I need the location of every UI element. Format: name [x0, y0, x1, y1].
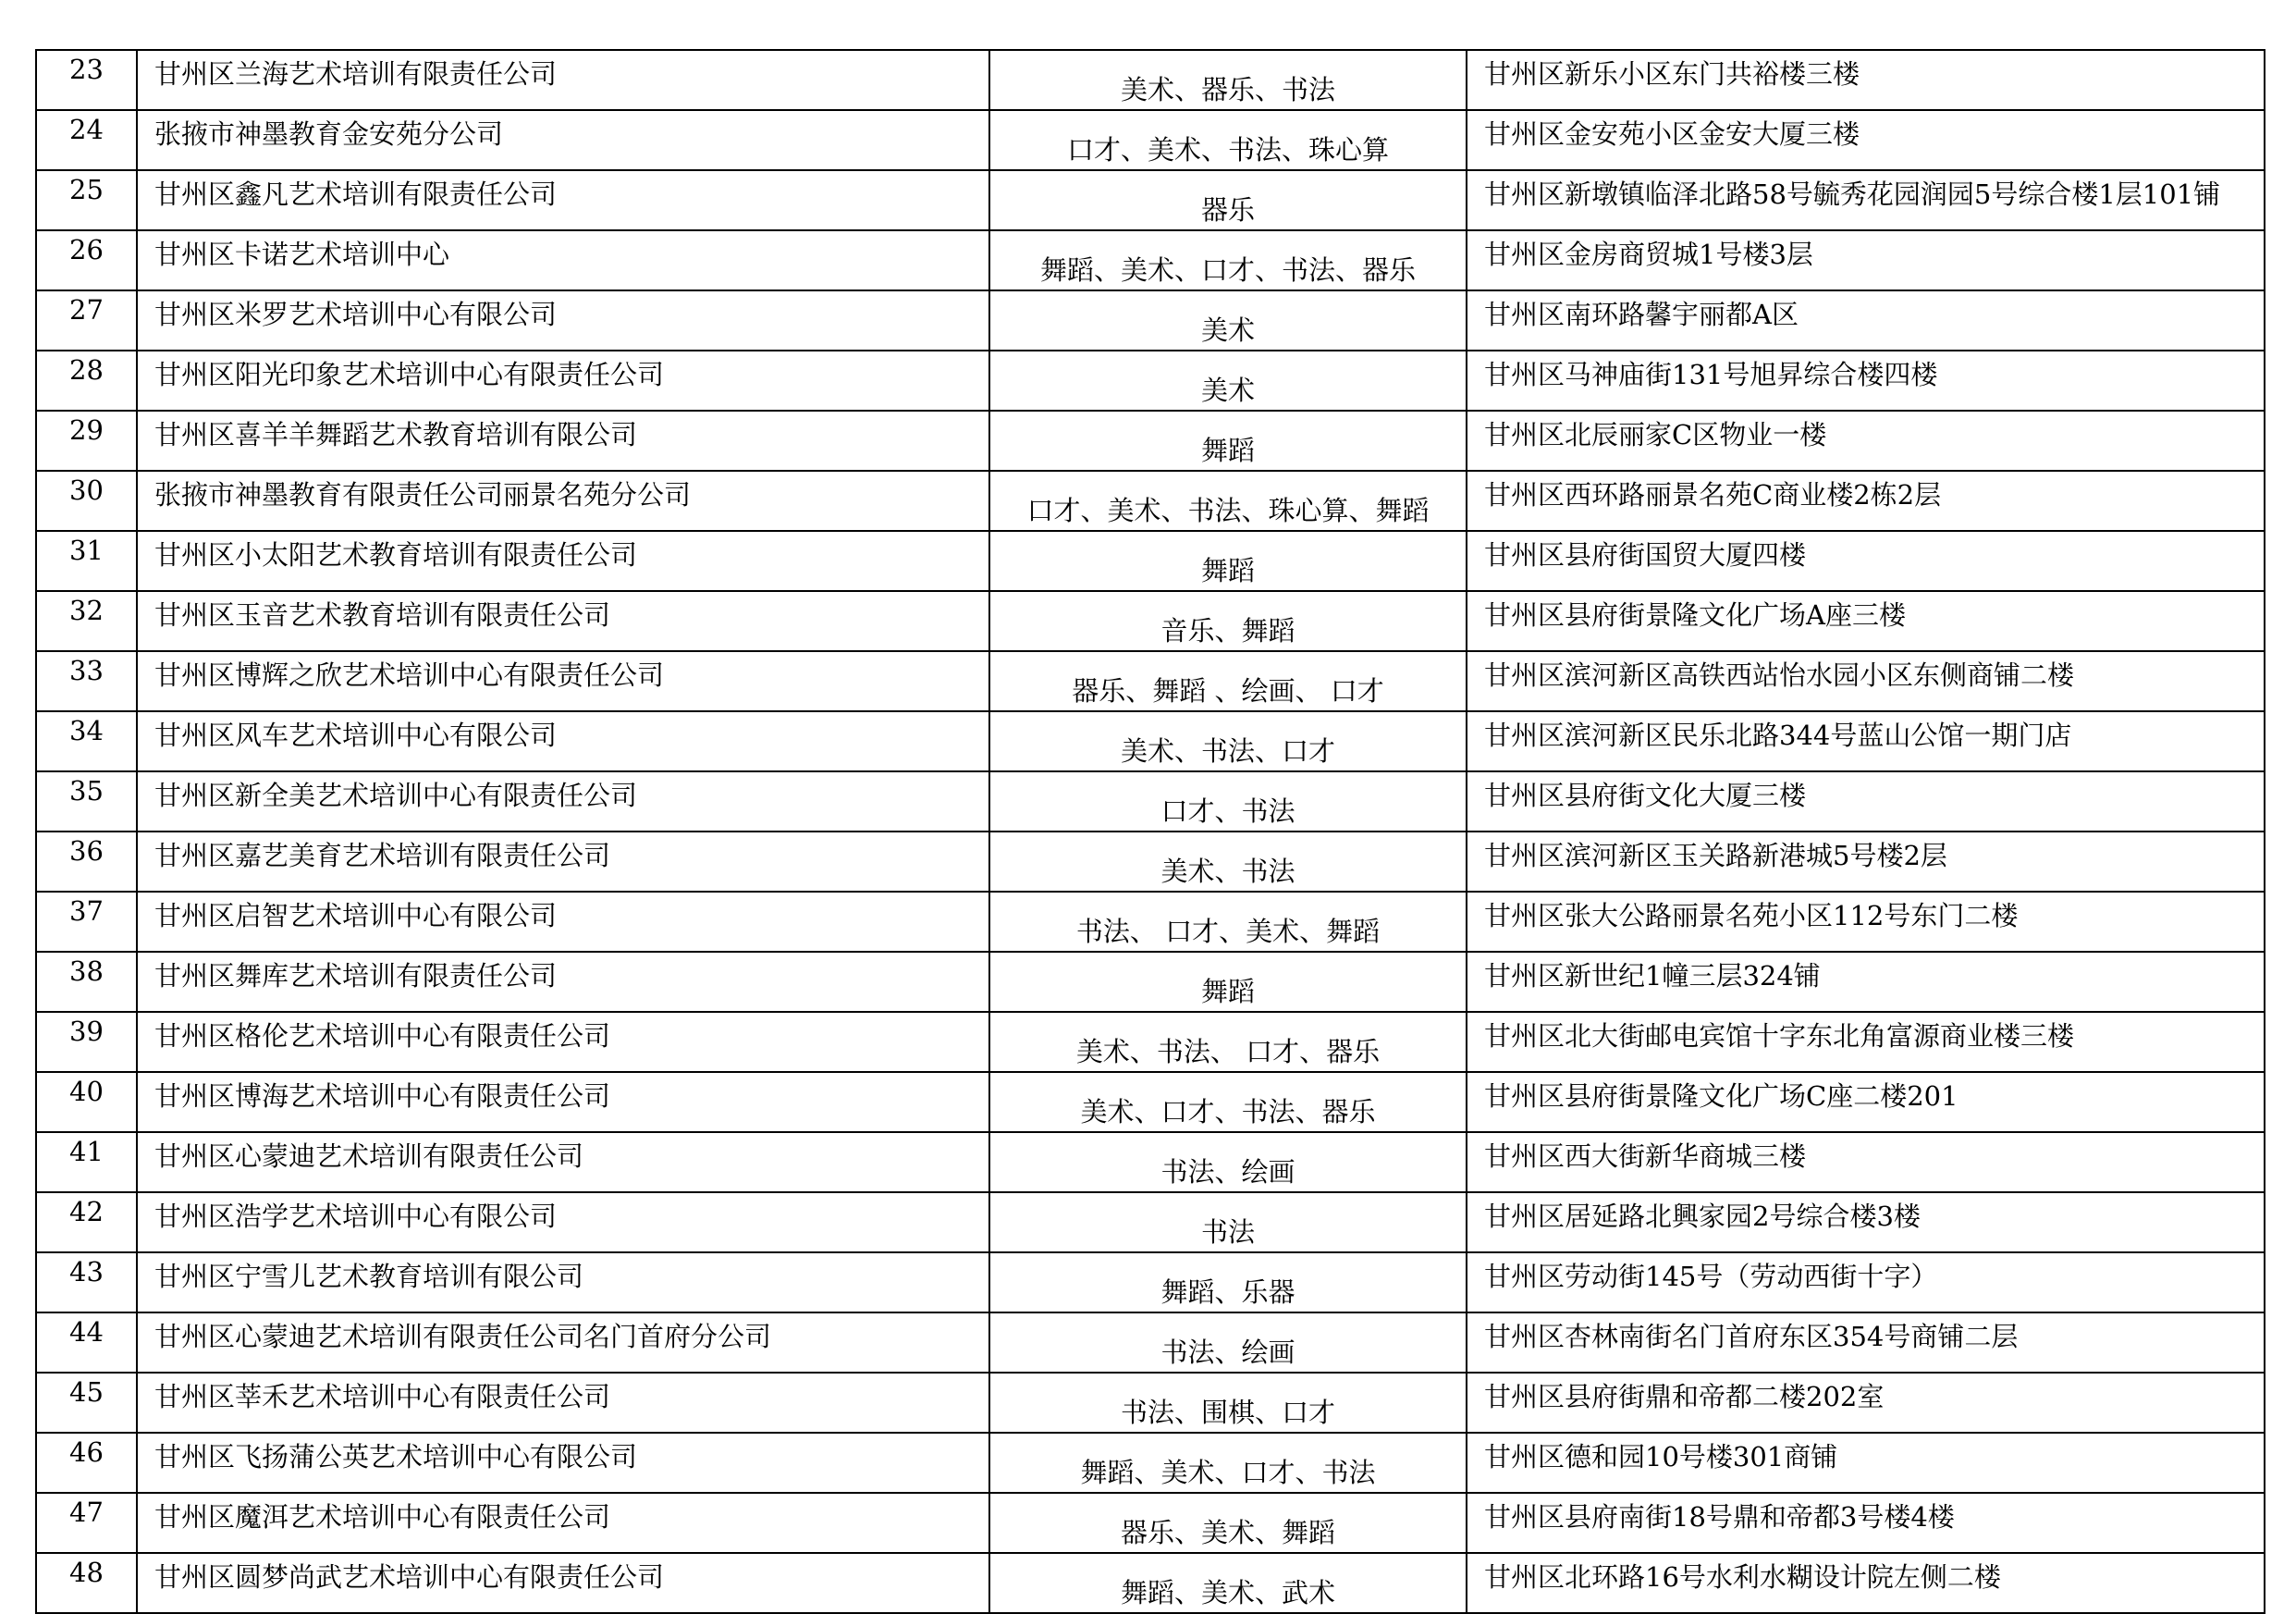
- table-row: [36, 892, 2265, 952]
- table-row: [36, 952, 2265, 1012]
- training-subjects: 舞蹈: [989, 411, 1467, 471]
- institution-name: 甘州区格伦艺术培训中心有限责任公司: [137, 1012, 989, 1072]
- row-number: 45: [36, 1373, 137, 1433]
- training-subjects: 舞蹈、美术、武术: [989, 1553, 1467, 1613]
- institution-address: 甘州区杏林南街名门首府东区354号商铺二层: [1467, 1312, 2265, 1373]
- training-subjects: 舞蹈: [989, 531, 1467, 591]
- table-row: [36, 170, 2265, 230]
- row-number: 29: [36, 411, 137, 471]
- institution-table: [35, 49, 2265, 1614]
- training-subjects: 书法: [989, 1192, 1467, 1252]
- row-number: 23: [36, 50, 137, 110]
- table-row: [36, 1132, 2265, 1192]
- training-subjects: 器乐、舞蹈 、绘画、 口才: [989, 651, 1467, 711]
- institution-address: 甘州区县府街景隆文化广场C座二楼201: [1467, 1072, 2265, 1132]
- institution-address: 甘州区新墩镇临泽北路58号毓秀花园润园5号综合楼1层101铺: [1467, 170, 2265, 230]
- table-row: [36, 351, 2265, 411]
- table-row: [36, 1493, 2265, 1553]
- training-subjects: 美术、书法: [989, 832, 1467, 892]
- institution-name: 甘州区博海艺术培训中心有限责任公司: [137, 1072, 989, 1132]
- table-row: [36, 1553, 2265, 1613]
- institution-address: 甘州区居延路北興家园2号综合楼3楼: [1467, 1192, 2265, 1252]
- institution-address: 甘州区县府街鼎和帝都二楼202室: [1467, 1373, 2265, 1433]
- institution-address: 甘州区县府街文化大厦三楼: [1467, 771, 2265, 832]
- institution-name: 甘州区心蒙迪艺术培训有限责任公司名门首府分公司: [137, 1312, 989, 1373]
- institution-name: 张掖市神墨教育有限责任公司丽景名苑分公司: [137, 471, 989, 531]
- institution-name: 甘州区玉音艺术教育培训有限责任公司: [137, 591, 989, 651]
- training-subjects: 舞蹈、乐器: [989, 1252, 1467, 1312]
- institution-name: 甘州区莘禾艺术培训中心有限责任公司: [137, 1373, 989, 1433]
- row-number: 25: [36, 170, 137, 230]
- institution-name: 甘州区圆梦尚武艺术培训中心有限责任公司: [137, 1553, 989, 1613]
- institution-name: 甘州区舞库艺术培训有限责任公司: [137, 952, 989, 1012]
- row-number: 39: [36, 1012, 137, 1072]
- table-row: [36, 531, 2265, 591]
- institution-name: 甘州区卡诺艺术培训中心: [137, 230, 989, 290]
- institution-table-container: [35, 49, 2264, 1614]
- institution-address: 甘州区德和园10号楼301商铺: [1467, 1433, 2265, 1493]
- training-subjects: 口才、书法: [989, 771, 1467, 832]
- institution-name: 甘州区阳光印象艺术培训中心有限责任公司: [137, 351, 989, 411]
- table-row: [36, 1252, 2265, 1312]
- institution-name: 张掖市神墨教育金安苑分公司: [137, 110, 989, 170]
- training-subjects: 舞蹈、美术、口才、书法、器乐: [989, 230, 1467, 290]
- training-subjects: 口才、美术、书法、珠心算、舞蹈: [989, 471, 1467, 531]
- table-row: [36, 832, 2265, 892]
- table-row: [36, 1373, 2265, 1433]
- institution-name: 甘州区博辉之欣艺术培训中心有限责任公司: [137, 651, 989, 711]
- row-number: 37: [36, 892, 137, 952]
- table-row: [36, 771, 2265, 832]
- institution-address: 甘州区滨河新区高铁西站怡水园小区东侧商铺二楼: [1467, 651, 2265, 711]
- institution-address: 甘州区南环路馨宇丽都A区: [1467, 290, 2265, 351]
- training-subjects: 美术、器乐、书法: [989, 50, 1467, 110]
- row-number: 28: [36, 351, 137, 411]
- row-number: 27: [36, 290, 137, 351]
- institution-address: 甘州区县府南街18号鼎和帝都3号楼4楼: [1467, 1493, 2265, 1553]
- institution-name: 甘州区魔洱艺术培训中心有限责任公司: [137, 1493, 989, 1553]
- institution-address: 甘州区新世纪1幢三层324铺: [1467, 952, 2265, 1012]
- row-number: 30: [36, 471, 137, 531]
- institution-address: 甘州区滨河新区玉关路新港城5号楼2层: [1467, 832, 2265, 892]
- table-row: [36, 1433, 2265, 1493]
- table-row: [36, 711, 2265, 771]
- institution-address: 甘州区北环路16号水利水糊设计院左侧二楼: [1467, 1553, 2265, 1613]
- training-subjects: 舞蹈、美术、口才、书法: [989, 1433, 1467, 1493]
- table-row: [36, 110, 2265, 170]
- institution-address: 甘州区西环路丽景名苑C商业楼2栋2层: [1467, 471, 2265, 531]
- training-subjects: 美术、书法、 口才、器乐: [989, 1012, 1467, 1072]
- table-row: [36, 1012, 2265, 1072]
- row-number: 48: [36, 1553, 137, 1613]
- table-row: [36, 1072, 2265, 1132]
- institution-address: 甘州区西大街新华商城三楼: [1467, 1132, 2265, 1192]
- table-row: [36, 230, 2265, 290]
- training-subjects: 美术: [989, 290, 1467, 351]
- training-subjects: 书法、围棋、口才: [989, 1373, 1467, 1433]
- training-subjects: 音乐、舞蹈: [989, 591, 1467, 651]
- institution-address: 甘州区县府街景隆文化广场A座三楼: [1467, 591, 2265, 651]
- institution-name: 甘州区新全美艺术培训中心有限责任公司: [137, 771, 989, 832]
- training-subjects: 美术、书法、口才: [989, 711, 1467, 771]
- institution-name: 甘州区心蒙迪艺术培训有限责任公司: [137, 1132, 989, 1192]
- training-subjects: 口才、美术、书法、珠心算: [989, 110, 1467, 170]
- row-number: 31: [36, 531, 137, 591]
- institution-name: 甘州区嘉艺美育艺术培训有限责任公司: [137, 832, 989, 892]
- table-row: [36, 1192, 2265, 1252]
- row-number: 34: [36, 711, 137, 771]
- institution-address: 甘州区北辰丽家C区物业一楼: [1467, 411, 2265, 471]
- row-number: 24: [36, 110, 137, 170]
- row-number: 44: [36, 1312, 137, 1373]
- institution-name: 甘州区喜羊羊舞蹈艺术教育培训有限公司: [137, 411, 989, 471]
- row-number: 32: [36, 591, 137, 651]
- training-subjects: 器乐、美术、舞蹈: [989, 1493, 1467, 1553]
- row-number: 26: [36, 230, 137, 290]
- row-number: 46: [36, 1433, 137, 1493]
- training-subjects: 美术、口才、书法、器乐: [989, 1072, 1467, 1132]
- row-number: 43: [36, 1252, 137, 1312]
- institution-name: 甘州区兰海艺术培训有限责任公司: [137, 50, 989, 110]
- training-subjects: 书法、绘画: [989, 1312, 1467, 1373]
- institution-name: 甘州区鑫凡艺术培训有限责任公司: [137, 170, 989, 230]
- institution-name: 甘州区米罗艺术培训中心有限公司: [137, 290, 989, 351]
- table-body: [36, 50, 2265, 1613]
- table-row: [36, 1312, 2265, 1373]
- institution-address: 甘州区马神庙街131号旭昇综合楼四楼: [1467, 351, 2265, 411]
- training-subjects: 舞蹈: [989, 952, 1467, 1012]
- institution-address: 甘州区北大街邮电宾馆十字东北角富源商业楼三楼: [1467, 1012, 2265, 1072]
- institution-name: 甘州区风车艺术培训中心有限公司: [137, 711, 989, 771]
- row-number: 41: [36, 1132, 137, 1192]
- institution-address: 甘州区新乐小区东门共裕楼三楼: [1467, 50, 2265, 110]
- institution-name: 甘州区飞扬蒲公英艺术培训中心有限公司: [137, 1433, 989, 1493]
- table-row: [36, 471, 2265, 531]
- training-subjects: 美术: [989, 351, 1467, 411]
- institution-name: 甘州区宁雪儿艺术教育培训有限公司: [137, 1252, 989, 1312]
- institution-address: 甘州区张大公路丽景名苑小区112号东门二楼: [1467, 892, 2265, 952]
- institution-name: 甘州区启智艺术培训中心有限公司: [137, 892, 989, 952]
- table-row: [36, 411, 2265, 471]
- institution-address: 甘州区滨河新区民乐北路344号蓝山公馆一期门店: [1467, 711, 2265, 771]
- institution-address: 甘州区金房商贸城1号楼3层: [1467, 230, 2265, 290]
- training-subjects: 书法、 口才、美术、舞蹈: [989, 892, 1467, 952]
- table-row: [36, 651, 2265, 711]
- table-row: [36, 591, 2265, 651]
- table-row: [36, 50, 2265, 110]
- row-number: 42: [36, 1192, 137, 1252]
- row-number: 40: [36, 1072, 137, 1132]
- row-number: 47: [36, 1493, 137, 1553]
- row-number: 33: [36, 651, 137, 711]
- institution-name: 甘州区小太阳艺术教育培训有限责任公司: [137, 531, 989, 591]
- institution-name: 甘州区浩学艺术培训中心有限公司: [137, 1192, 989, 1252]
- row-number: 36: [36, 832, 137, 892]
- row-number: 38: [36, 952, 137, 1012]
- row-number: 35: [36, 771, 137, 832]
- training-subjects: 器乐: [989, 170, 1467, 230]
- table-row: [36, 290, 2265, 351]
- institution-address: 甘州区劳动街145号（劳动西街十字）: [1467, 1252, 2265, 1312]
- institution-address: 甘州区金安苑小区金安大厦三楼: [1467, 110, 2265, 170]
- institution-address: 甘州区县府街国贸大厦四楼: [1467, 531, 2265, 591]
- training-subjects: 书法、绘画: [989, 1132, 1467, 1192]
